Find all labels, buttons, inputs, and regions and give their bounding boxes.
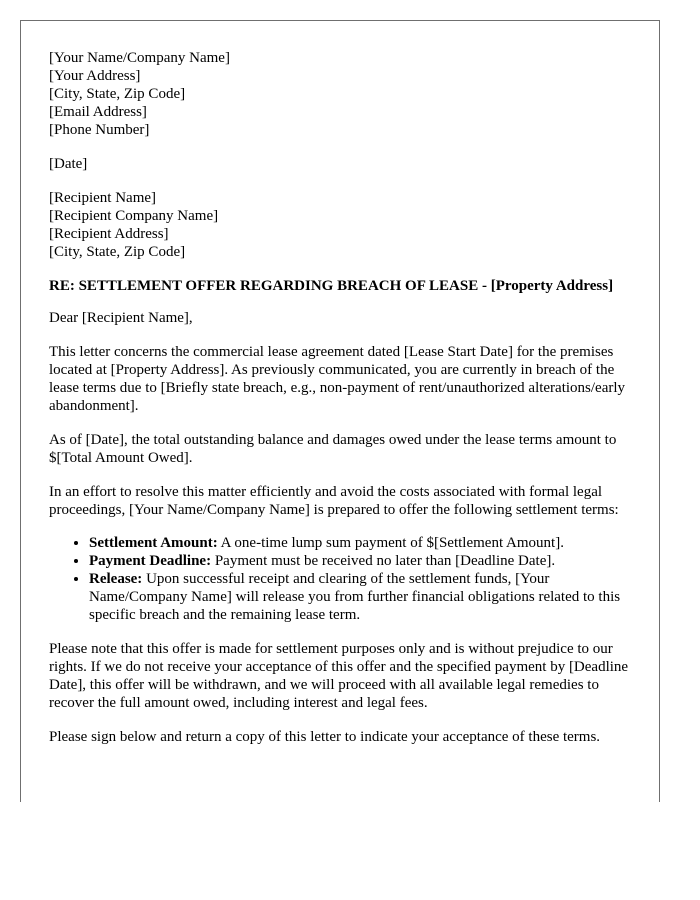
subject-line: RE: SETTLEMENT OFFER REGARDING BREACH OF LEASE - [Property Address] [49,278,614,294]
recipient-address: [Recipient Address] [49,226,169,242]
settlement-terms-list [49,534,635,624]
letter-content [49,49,635,746]
sender-email: [Email Address] [49,104,147,120]
date-block [49,155,635,173]
term-label: Payment Deadline: [89,553,212,569]
sender-name: [Your Name/Company Name] [49,50,230,66]
term-text: A one-time lump sum payment of $[Settlement Amount]. [217,535,564,551]
letter-page [20,20,660,802]
term-label: Settlement Amount: [89,535,218,551]
paragraph-breach: This letter concerns the commercial lease agreement dated [Lease Start Date] for the premises located at [Property Address]. As previously communicated, you are currently in breach of the lease terms due to [Briefly state breach, e.g., non-payment of rent/unauthorized alterations/early abandonment]. [49,344,626,414]
sender-block [49,49,635,139]
recipient-block [49,189,635,261]
term-text: Payment must be received no later than [Deadline Date]. [211,553,556,569]
list-item [89,534,635,552]
list-item [89,552,635,570]
recipient-city-state-zip: [City, State, Zip Code] [49,244,186,260]
letter-date: [Date] [49,156,88,172]
paragraph-offer-intro: In an effort to resolve this matter efficiently and avoid the costs associated with formal legal proceedings, [Your Name/Company Name] is prepared to offer the following settlement terms: [49,484,619,518]
term-text: Upon successful receipt and clearing of the settlement funds, [Your Name/Company Name] will release you from further financial obligations related to this specific breach and the remaining lease term. [89,571,621,623]
sender-city-state-zip: [City, State, Zip Code] [49,86,186,102]
paragraph-without-prejudice: Please note that this offer is made for settlement purposes only and is without prejudice to our rights. If we do not receive your acceptance of this offer and the specified payment by [Deadline Date], this offer will be withdrawn, and we will proceed with all available legal remedies to recover the full amount owed, including interest and legal fees. [49,641,629,711]
salutation: Dear [Recipient Name], [49,310,193,326]
sender-phone: [Phone Number] [49,122,150,138]
sender-address: [Your Address] [49,68,141,84]
term-label: Release: [89,571,143,587]
paragraph-amount-owed: As of [Date], the total outstanding balance and damages owed under the lease terms amount to $[Total Amount Owed]. [49,432,617,466]
paragraph-sign-return: Please sign below and return a copy of this letter to indicate your acceptance of these terms. [49,729,601,745]
recipient-name: [Recipient Name] [49,190,157,206]
recipient-company: [Recipient Company Name] [49,208,219,224]
list-item [89,570,635,624]
